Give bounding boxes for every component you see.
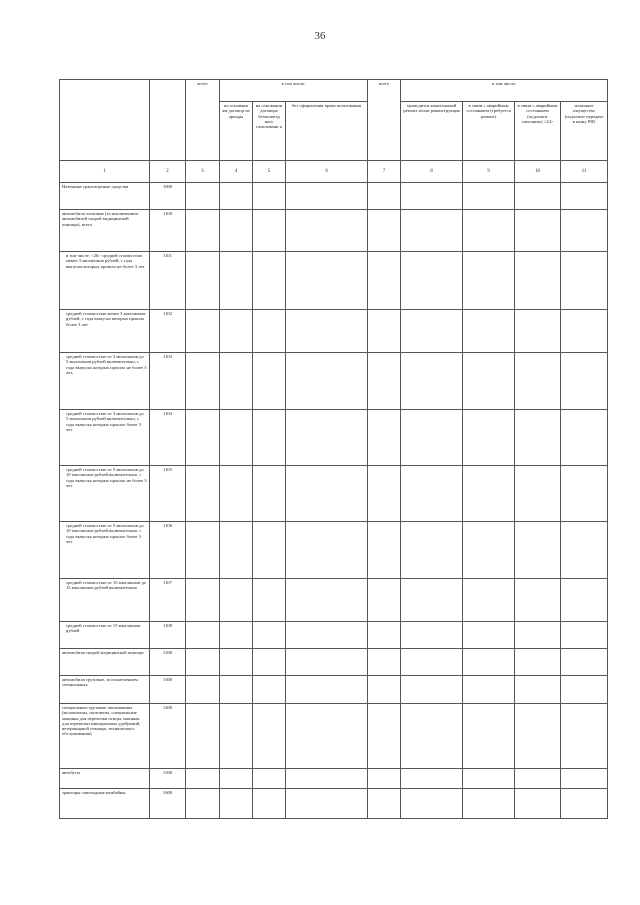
- data-cell: [561, 622, 608, 649]
- data-cell: [186, 310, 220, 353]
- data-cell: [561, 410, 608, 466]
- row-code: 1600: [150, 789, 186, 819]
- row-label-text: специальные грузовые автомашины (молоковозы, скотовозы, специальные машины для перевозки птицы, машины для перевозки минеральных удобрений, ветеринарной помощи, технического обслуживания): [62, 705, 141, 737]
- data-cell: [186, 210, 220, 252]
- header-including: в том числе:: [220, 80, 368, 102]
- column-number: 9: [463, 161, 515, 183]
- data-cell: [253, 769, 286, 789]
- data-cell: [253, 183, 286, 210]
- inventory-table: [59, 79, 608, 819]
- row-code: 1103: [150, 353, 186, 410]
- row-code: 1104: [150, 410, 186, 466]
- row-code: 1500: [150, 769, 186, 789]
- data-cell: [286, 522, 368, 579]
- data-cell: [515, 676, 561, 704]
- data-cell: [253, 649, 286, 676]
- row-label-text: средней стоимостью от 15 миллионов рублей: [66, 623, 141, 634]
- data-cell: [253, 579, 286, 622]
- data-cell: [286, 622, 368, 649]
- data-cell: [463, 410, 515, 466]
- row-label: [60, 789, 150, 819]
- column-number: 2: [150, 161, 186, 183]
- table-row: [60, 789, 608, 819]
- row-label-text: в том числе: <26> средней стоимостью менее 3 миллионов рублей, с года выпуска которых прошло не более 3 лет: [66, 253, 145, 269]
- data-cell: [186, 676, 220, 704]
- data-cell: [368, 522, 401, 579]
- data-cell: [368, 769, 401, 789]
- row-label: [60, 353, 150, 410]
- data-cell: [401, 579, 463, 622]
- column-number: 3: [186, 161, 220, 183]
- data-cell: [253, 410, 286, 466]
- data-cell: [253, 310, 286, 353]
- data-cell: [463, 622, 515, 649]
- data-cell: [253, 252, 286, 310]
- data-cell: [253, 210, 286, 252]
- data-cell: [515, 769, 561, 789]
- data-cell: [515, 353, 561, 410]
- data-cell: [286, 353, 368, 410]
- row-label: [60, 522, 150, 579]
- data-cell: [401, 704, 463, 769]
- row-code: 1102: [150, 310, 186, 353]
- table-row: [60, 579, 608, 622]
- data-cell: [368, 410, 401, 466]
- row-label-text: средней стоимостью от 3 миллионов до 5 миллионов рублей включительно, с года выпуска которых прошло более 3 лет: [66, 411, 144, 432]
- data-cell: [515, 210, 561, 252]
- column-number: 6: [286, 161, 368, 183]
- data-cell: [368, 210, 401, 252]
- row-code: 1105: [150, 466, 186, 522]
- data-cell: [401, 649, 463, 676]
- row-code: 1106: [150, 522, 186, 579]
- row-label: [60, 622, 150, 649]
- data-cell: [186, 252, 220, 310]
- data-cell: [286, 410, 368, 466]
- table-row: [60, 210, 608, 252]
- data-cell: [253, 704, 286, 769]
- data-cell: [515, 310, 561, 353]
- data-cell: [515, 579, 561, 622]
- row-label: [60, 410, 150, 466]
- data-cell: [286, 466, 368, 522]
- row-label: [60, 466, 150, 522]
- row-code: 1300: [150, 676, 186, 704]
- table-row: [60, 466, 608, 522]
- data-cell: [368, 676, 401, 704]
- data-cell: [220, 622, 253, 649]
- data-cell: [515, 410, 561, 466]
- data-cell: [368, 252, 401, 310]
- data-cell: [401, 622, 463, 649]
- row-label: [60, 649, 150, 676]
- data-cell: [463, 579, 515, 622]
- header-col-6: без оформления права пользования: [286, 102, 368, 161]
- data-cell: [186, 789, 220, 819]
- table-row: [60, 252, 608, 310]
- data-cell: [463, 769, 515, 789]
- header-col-5: на основании договора безвозмезд ного пользовани я: [253, 102, 286, 161]
- column-number: 4: [220, 161, 253, 183]
- table-row: [60, 676, 608, 704]
- data-cell: [515, 704, 561, 769]
- data-cell: [401, 353, 463, 410]
- data-cell: [401, 789, 463, 819]
- data-cell: [286, 210, 368, 252]
- data-cell: [561, 210, 608, 252]
- data-cell: [561, 704, 608, 769]
- data-cell: [286, 183, 368, 210]
- data-cell: [515, 522, 561, 579]
- data-cell: [401, 676, 463, 704]
- data-cell: [253, 522, 286, 579]
- column-number-row: [60, 161, 608, 183]
- data-cell: [463, 522, 515, 579]
- data-cell: [463, 210, 515, 252]
- data-cell: [286, 704, 368, 769]
- data-cell: [515, 252, 561, 310]
- data-cell: [561, 310, 608, 353]
- data-cell: [186, 410, 220, 466]
- header-col-9: в связи с аварийным состоянием (требуется ремонт): [463, 102, 515, 161]
- header-col-10: в связи с аварийным состоянием (подлежит списанию) <24>: [515, 102, 561, 161]
- data-cell: [186, 353, 220, 410]
- data-cell: [253, 622, 286, 649]
- row-label: [60, 252, 150, 310]
- data-cell: [186, 769, 220, 789]
- row-label-text: автобусы: [62, 770, 80, 775]
- data-cell: [463, 353, 515, 410]
- table-row: [60, 769, 608, 789]
- data-cell: [220, 353, 253, 410]
- data-cell: [253, 676, 286, 704]
- data-cell: [368, 310, 401, 353]
- row-label-text: средней стоимостью от 10 миллионов до 15 миллионов рублей включительно: [66, 580, 147, 591]
- header-empty-1: [60, 80, 150, 161]
- row-label: [60, 704, 150, 769]
- table-row: [60, 649, 608, 676]
- row-code: 1107: [150, 579, 186, 622]
- row-label: [60, 183, 150, 210]
- data-cell: [186, 704, 220, 769]
- data-cell: [515, 622, 561, 649]
- data-cell: [220, 252, 253, 310]
- row-label-text: средней стоимостью менее 3 миллионов рублей, с года выпуска которых прошло более 3 лет: [66, 311, 146, 327]
- column-number: 1: [60, 161, 150, 183]
- data-cell: [401, 210, 463, 252]
- data-cell: [401, 183, 463, 210]
- data-cell: [463, 789, 515, 819]
- row-code: 1200: [150, 649, 186, 676]
- row-label-text: средней стоимостью от 5 миллионов до 10 миллионов рублей включительно, с года выпуска которых прошло не более 3 лет: [66, 467, 147, 488]
- data-cell: [186, 522, 220, 579]
- data-cell: [220, 522, 253, 579]
- data-cell: [220, 789, 253, 819]
- data-cell: [561, 252, 608, 310]
- row-code: 1101: [150, 252, 186, 310]
- column-number: 5: [253, 161, 286, 183]
- data-cell: [220, 769, 253, 789]
- data-cell: [253, 466, 286, 522]
- data-cell: [186, 579, 220, 622]
- data-cell: [515, 183, 561, 210]
- data-cell: [463, 676, 515, 704]
- data-cell: [401, 466, 463, 522]
- data-cell: [220, 704, 253, 769]
- data-cell: [561, 522, 608, 579]
- data-cell: [220, 579, 253, 622]
- data-cell: [561, 353, 608, 410]
- data-cell: [186, 466, 220, 522]
- data-cell: [463, 183, 515, 210]
- data-cell: [561, 579, 608, 622]
- column-number: 11: [561, 161, 608, 183]
- data-cell: [186, 649, 220, 676]
- row-label-text: тракторы самоходные комбайны: [62, 790, 126, 795]
- data-cell: [561, 183, 608, 210]
- row-label-text: средней стоимостью от 5 миллионов до 10 миллионов рублей включительно, с года выпуска которых прошло более 3 лет: [66, 523, 144, 544]
- data-cell: [401, 522, 463, 579]
- table-row: [60, 353, 608, 410]
- data-cell: [253, 353, 286, 410]
- row-label: [60, 310, 150, 353]
- header-col-11: излишнее имущество (подлежит передаче в казну РФ): [561, 102, 608, 161]
- data-cell: [286, 310, 368, 353]
- row-label: [60, 210, 150, 252]
- header-total-2: всего: [368, 80, 401, 161]
- data-cell: [286, 789, 368, 819]
- data-cell: [561, 769, 608, 789]
- data-cell: [368, 789, 401, 819]
- row-label-text: автомобили легковые (за исключением автомобилей скорой медицинской помощи), всего: [62, 211, 139, 227]
- data-cell: [220, 466, 253, 522]
- data-cell: [368, 579, 401, 622]
- row-code: 1108: [150, 622, 186, 649]
- data-cell: [186, 622, 220, 649]
- data-cell: [561, 789, 608, 819]
- row-label-text: Наземные транспортные средства: [62, 184, 129, 189]
- data-cell: [220, 210, 253, 252]
- data-cell: [220, 183, 253, 210]
- data-cell: [368, 649, 401, 676]
- row-label: [60, 769, 150, 789]
- table-row: [60, 704, 608, 769]
- page-number: 36: [314, 30, 326, 42]
- header-total: всего: [186, 80, 220, 161]
- header-empty-2: [150, 80, 186, 161]
- column-number: 10: [515, 161, 561, 183]
- header-col-8: проводится капитальный ремонт и/или реконструкция: [401, 102, 463, 161]
- data-cell: [463, 252, 515, 310]
- table-row: [60, 622, 608, 649]
- row-label: [60, 676, 150, 704]
- data-cell: [463, 466, 515, 522]
- table-row: [60, 183, 608, 210]
- data-cell: [463, 704, 515, 769]
- data-cell: [561, 649, 608, 676]
- data-cell: [515, 649, 561, 676]
- data-cell: [463, 310, 515, 353]
- data-cell: [368, 704, 401, 769]
- row-code: 1000: [150, 183, 186, 210]
- column-number: 8: [401, 161, 463, 183]
- row-label-text: средней стоимостью от 3 миллионов до 5 миллионов рублей включительно, с года выпуска которых прошло не более 3 лет,: [66, 354, 147, 375]
- data-cell: [286, 769, 368, 789]
- data-cell: [220, 676, 253, 704]
- data-cell: [368, 353, 401, 410]
- data-cell: [286, 252, 368, 310]
- data-cell: [368, 622, 401, 649]
- column-number: 7: [368, 161, 401, 183]
- table-row: [60, 522, 608, 579]
- data-cell: [220, 410, 253, 466]
- header-including-2: в том числе:: [401, 80, 608, 102]
- row-label-text: автомобили грузовые, за исключением специальных: [62, 677, 138, 688]
- data-cell: [368, 466, 401, 522]
- header-row-1: [60, 80, 608, 102]
- data-cell: [561, 466, 608, 522]
- data-cell: [286, 579, 368, 622]
- data-cell: [401, 310, 463, 353]
- data-cell: [186, 183, 220, 210]
- data-cell: [286, 676, 368, 704]
- row-label: [60, 579, 150, 622]
- data-cell: [515, 789, 561, 819]
- data-cell: [253, 789, 286, 819]
- data-cell: [463, 649, 515, 676]
- data-cell: [401, 252, 463, 310]
- data-cell: [220, 649, 253, 676]
- data-cell: [286, 649, 368, 676]
- data-cell: [561, 676, 608, 704]
- data-cell: [368, 183, 401, 210]
- header-col-4: на основани ям договор ов аренды: [220, 102, 253, 161]
- table-row: [60, 410, 608, 466]
- row-code: 1400: [150, 704, 186, 769]
- data-cell: [220, 310, 253, 353]
- row-label-text: автомобили скорой медицинской помощи: [62, 650, 144, 655]
- row-code: 1100: [150, 210, 186, 252]
- data-cell: [515, 466, 561, 522]
- table-row: [60, 310, 608, 353]
- data-cell: [401, 769, 463, 789]
- data-cell: [401, 410, 463, 466]
